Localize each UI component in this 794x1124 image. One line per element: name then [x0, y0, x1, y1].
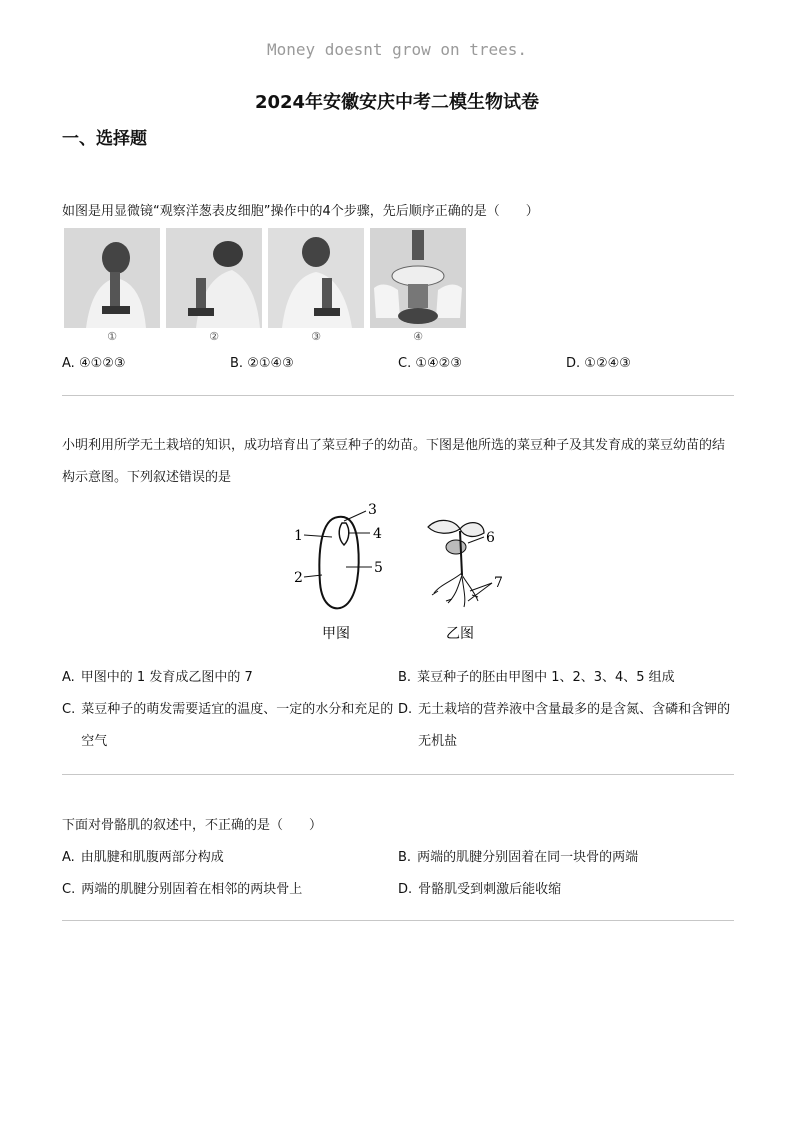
diagram-label: 1 [294, 528, 303, 544]
question-1-options [62, 348, 734, 380]
photo-step-4 [370, 228, 466, 346]
option-letter: A. [62, 356, 75, 371]
option-text: 菜豆种子的萌发需要适宜的温度、一定的水分和充足的空气 [81, 702, 394, 749]
option-a[interactable] [62, 662, 398, 694]
option-letter: B. [398, 670, 412, 685]
option-letter: B. [230, 356, 244, 371]
option-d[interactable] [398, 694, 734, 758]
diagram-caption-right: 乙图 [446, 626, 474, 642]
diagram-label: 2 [294, 570, 303, 586]
question-2-options [62, 662, 734, 758]
question-2-stem: 小明利用所学无土栽培的知识，成功培育出了菜豆种子的幼苗。下图是他所选的菜豆种子及其发育成的菜豆幼苗的结构示意图。下列叙述错误的是 [62, 438, 726, 485]
option-letter: B. [398, 850, 412, 865]
microscope-photo-image [268, 228, 364, 328]
question-3-stem: 下面对骨骼肌的叙述中，不正确的是（ ） [62, 818, 323, 833]
question-1 [62, 196, 734, 228]
option-b[interactable] [398, 662, 734, 694]
diagram-label: 6 [486, 530, 495, 546]
question-divider [62, 774, 734, 775]
option-letter: A. [62, 850, 75, 865]
option-letter: D. [398, 702, 413, 717]
option-b[interactable] [398, 842, 734, 874]
option-d[interactable] [398, 874, 734, 906]
option-text: 无土栽培的营养液中含量最多的是含氮、含磷和含钾的无机盐 [418, 702, 731, 749]
bean-seed-diagram [288, 495, 518, 650]
option-a[interactable] [62, 348, 230, 380]
option-c[interactable] [62, 874, 398, 906]
option-letter: C. [398, 356, 412, 371]
photo-label: ③ [311, 330, 321, 343]
option-letter: C. [62, 882, 76, 897]
photo-step-3 [268, 228, 364, 346]
photo-label: ① [107, 330, 117, 343]
option-text: ②①④③ [247, 356, 294, 371]
diagram-caption-left: 甲图 [322, 626, 350, 642]
diagram-label: 5 [374, 560, 383, 576]
microscope-photos [64, 228, 466, 346]
question-2 [62, 430, 734, 494]
question-1-stem: 如图是用显微镜“观察洋葱表皮细胞”操作中的4个步骤，先后顺序正确的是（ ） [62, 204, 539, 219]
photo-step-2 [166, 228, 262, 346]
option-text: ①④②③ [415, 356, 462, 371]
option-text: 骨骼肌受到刺激后能收缩 [418, 882, 562, 897]
photo-label: ④ [413, 330, 423, 343]
question-divider [62, 395, 734, 396]
microscope-photo-image [370, 228, 466, 328]
option-text: 菜豆种子的胚由甲图中 1、2、3、4、5 组成 [417, 670, 675, 685]
question-divider [62, 920, 734, 921]
option-b[interactable] [230, 348, 398, 380]
option-letter: C. [62, 702, 76, 717]
microscope-photo-image [64, 228, 160, 328]
option-text: 两端的肌腱分别固着在相邻的两块骨上 [81, 882, 303, 897]
option-c[interactable] [398, 348, 566, 380]
option-text: 甲图中的 1 发育成乙图中的 7 [80, 670, 253, 685]
question-3 [62, 810, 734, 906]
diagram-label: 3 [368, 502, 377, 518]
option-text: ④①②③ [78, 356, 126, 371]
photo-label: ② [209, 330, 219, 343]
option-letter: D. [566, 356, 581, 371]
watermark-text: Money doesnt grow on trees. [266, 40, 528, 59]
option-c[interactable] [62, 694, 398, 758]
option-letter: D. [398, 882, 413, 897]
option-text: 由肌腱和肌腹两部分构成 [80, 850, 224, 865]
section-heading: 一、选择题 [62, 129, 147, 149]
option-d[interactable] [566, 348, 734, 380]
microscope-photo-image [166, 228, 262, 328]
option-text: 两端的肌腱分别固着在同一块骨的两端 [417, 850, 639, 865]
diagram-label: 4 [373, 526, 382, 542]
diagram-label: 7 [494, 575, 503, 591]
option-letter: A. [62, 670, 75, 685]
option-a[interactable] [62, 842, 398, 874]
photo-step-1 [64, 228, 160, 346]
page-title: 2024年安徽安庆中考二模生物试卷 [254, 92, 540, 113]
option-text: ①②④③ [584, 356, 631, 371]
